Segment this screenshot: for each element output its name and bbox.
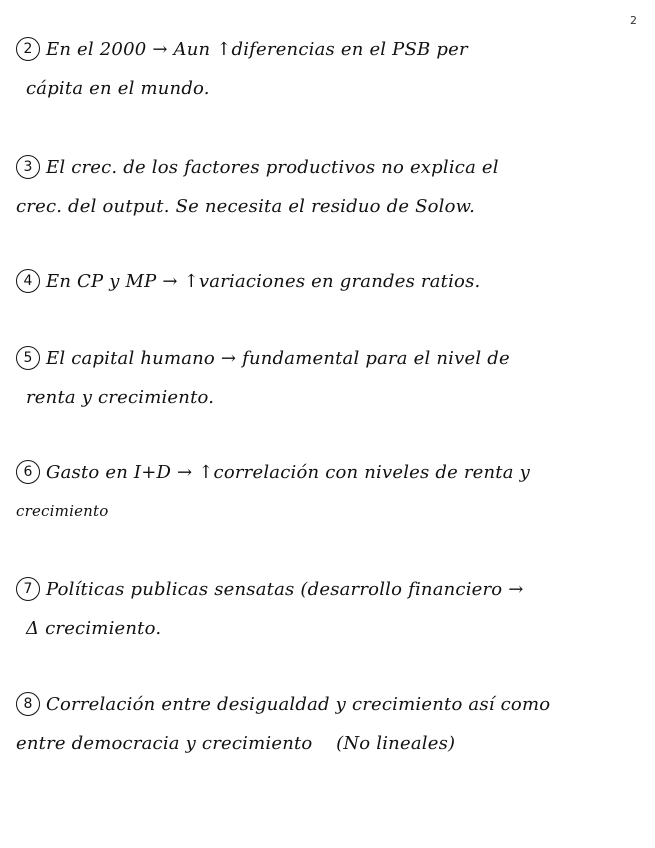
note-2-number: 2 [16,37,40,61]
note-8-number: 8 [16,692,40,716]
note-5-line-1 [16,339,616,378]
note-3 [16,148,616,226]
note-8-line-1 [16,685,616,724]
note-8 [16,685,616,763]
note-7 [16,570,616,648]
note-7-line-2: Δ crecimiento. [26,618,162,639]
note-6-line-1 [16,453,616,492]
note-3-number: 3 [16,155,40,179]
note-6-line-1-text: Gasto en I+D → ↑correlación con niveles de renta y [46,462,530,483]
note-6 [16,453,616,531]
note-7-line-1-text: Políticas publicas sensatas (desarrollo financiero → [46,579,524,600]
note-2-line-1 [16,30,616,69]
note-5 [16,339,616,417]
note-8-line-1-text: Correlación entre desigualdad y crecimiento así como [46,694,551,715]
note-2-line-1-text: En el 2000 → Aun ↑diferencias en el PSB per [46,39,468,60]
note-4-number: 4 [16,269,40,293]
note-2-line-2: cápita en el mundo. [26,78,210,99]
note-5-number: 5 [16,346,40,370]
note-4 [16,262,616,301]
note-4-line-1 [16,262,616,301]
note-7-line-1 [16,570,616,609]
note-5-line-2: renta y crecimiento. [26,387,215,408]
note-3-line-1-text: El crec. de los factores productivos no explica el [46,157,499,178]
note-6-line-2: crecimiento [16,502,109,520]
note-2 [16,30,616,108]
note-3-line-1 [16,148,616,187]
page-number: 2 [630,14,637,27]
note-5-line-1-text: El capital humano → fundamental para el nivel de [46,348,510,369]
note-6-number: 6 [16,460,40,484]
note-4-line-1-text: En CP y MP → ↑variaciones en grandes ratios. [46,271,481,292]
note-7-number: 7 [16,577,40,601]
note-3-line-2: crec. del output. Se necesita el residuo de Solow. [16,196,476,217]
note-8-line-2: entre democracia y crecimiento (No lineales) [16,733,456,754]
